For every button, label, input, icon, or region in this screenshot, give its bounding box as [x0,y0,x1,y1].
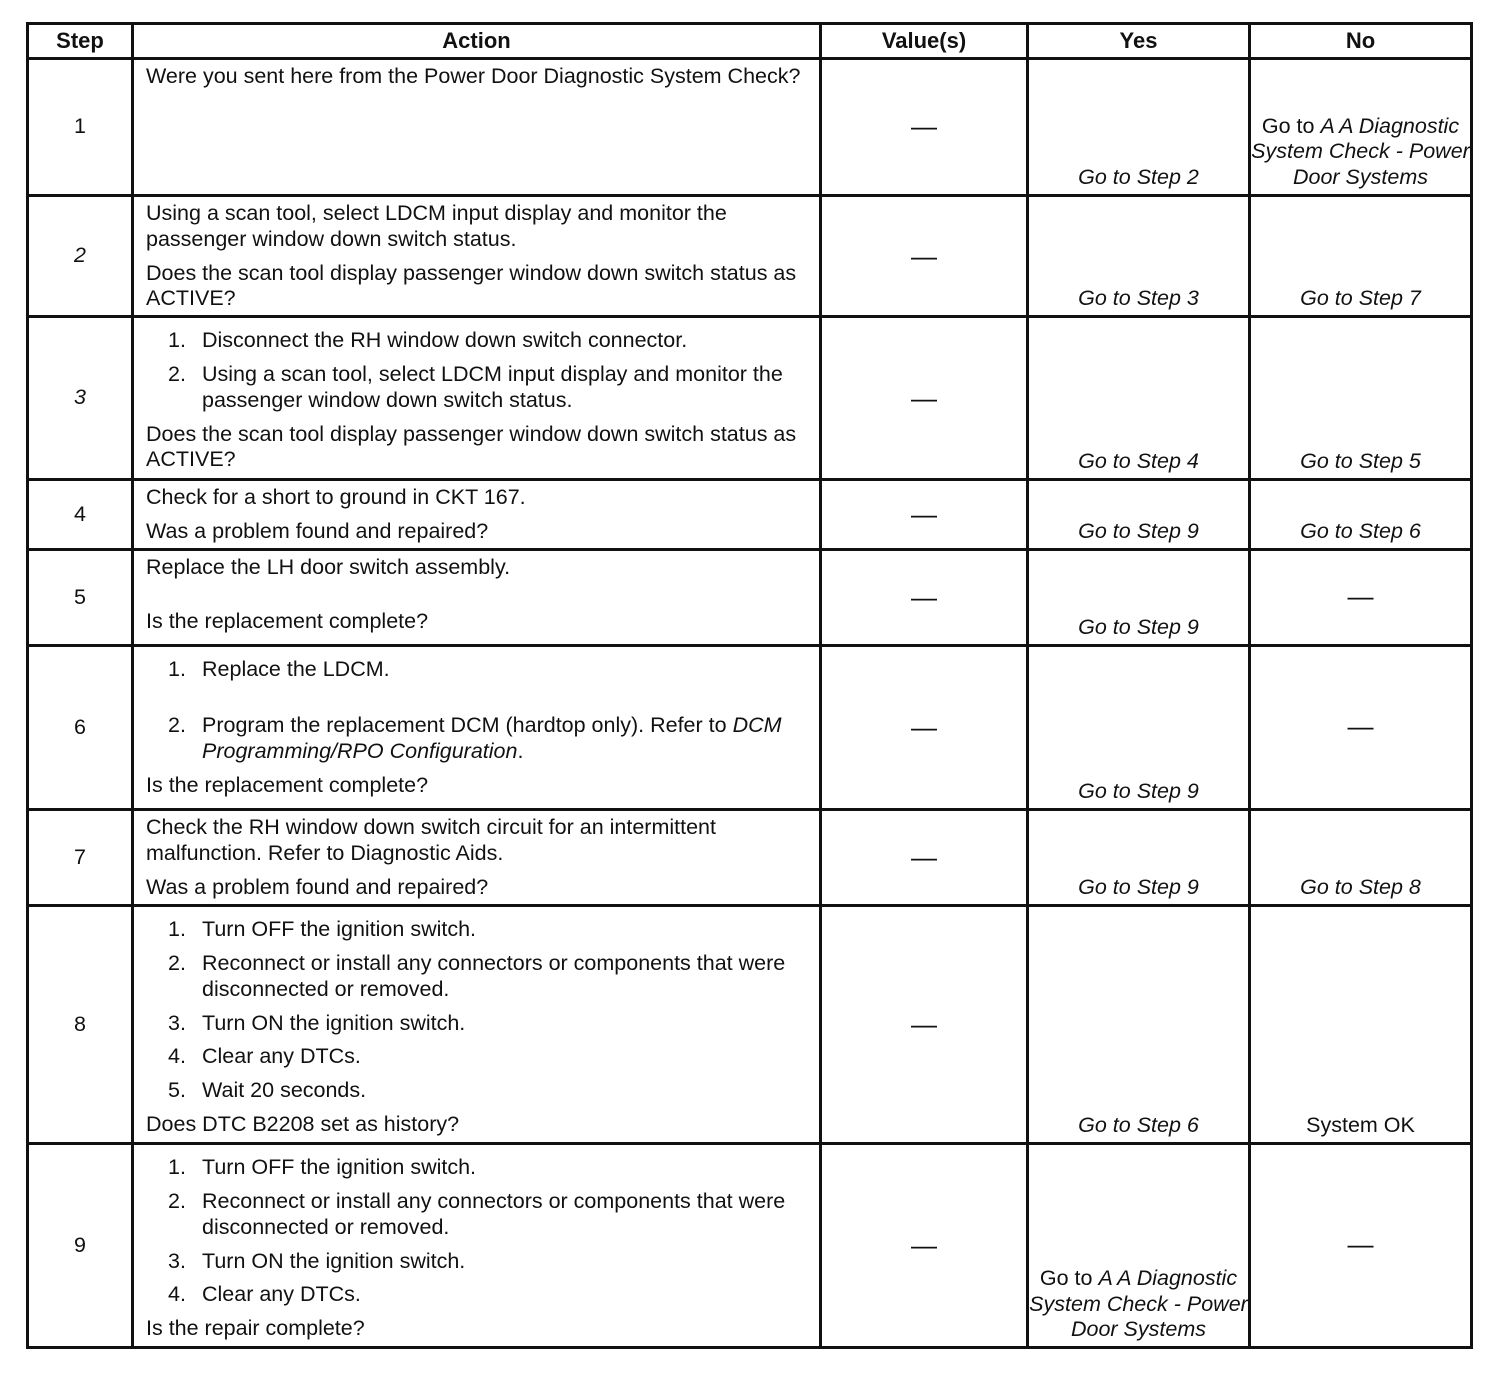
list-item: 3. Turn ON the ignition switch. [168,1248,466,1273]
list-item: 1. Disconnect the RH window down switch connector. [168,328,688,353]
no-prefix: Go to [1261,113,1321,138]
no-cell: Go to Step 7 [1250,196,1472,317]
yes-cell: Go to Step 3 [1028,196,1250,317]
header-values: Value(s) [821,24,1028,59]
table-row [28,906,1472,1144]
table-row [28,480,1472,550]
action-cell [133,906,821,1144]
action-cell [133,317,821,480]
table-row [28,810,1472,906]
list-item: 3. Turn ON the ignition switch. [168,1010,466,1035]
action-question: Does the scan tool display passenger window down switch status as ACTIVE? [146,421,797,472]
action-text: Check for a short to ground in CKT 167. [146,485,526,510]
step-number: 2 [28,196,133,317]
action-list [146,328,809,413]
yes-cell: Go to Step 6 [1028,906,1250,1144]
list-item: 4. Clear any DTCs. [168,1044,361,1069]
yes-cell: Go to Step 4 [1028,317,1250,480]
header-step: Step [28,24,133,59]
yes-cell: Go to Step 9 [1028,480,1250,550]
header-yes: Yes [1028,24,1250,59]
no-cell: System OK [1250,906,1472,1144]
action-list [146,657,809,764]
header-action: Action [133,24,821,59]
step-number: 6 [28,646,133,810]
step-number: 7 [28,810,133,906]
yes-prefix: Go to [1039,1265,1099,1290]
action-cell [133,646,821,810]
action-cell [133,480,821,550]
header-no: No [1250,24,1472,59]
diagnostic-system-check-link[interactable]: A A Diagnostic System Check - Power Door Systems [1029,1265,1248,1342]
step-number: 8 [28,906,133,1144]
list-item: 1. Turn OFF the ignition switch. [168,1155,477,1180]
value-cell: — [821,1144,1028,1348]
value-cell: — [821,646,1028,810]
list-item: 2. Reconnect or install any connectors or components that were disconnected or removed. [168,1188,786,1239]
action-list [146,1155,809,1308]
action-text: Using a scan tool, select LDCM input display and monitor the passenger window down switch status. [146,201,727,251]
table-row [28,196,1472,317]
step-number: 4 [28,480,133,550]
table-row [28,646,1472,810]
action-question: Was a problem found and repaired? [146,874,489,899]
value-cell: — [821,906,1028,1144]
action-question: Does DTC B2208 set as history? [146,1111,460,1136]
action-question: Was a problem found and repaired? [146,518,489,543]
action-question: Does the scan tool display passenger window down switch status as ACTIVE? [146,260,797,311]
yes-cell: Go to Step 9 [1028,646,1250,810]
no-cell [1250,59,1472,196]
table-row [28,1144,1472,1348]
table-row [28,550,1472,646]
yes-cell: Go to Step 2 [1028,59,1250,196]
step-number: 1 [28,59,133,196]
value-cell: — [821,480,1028,550]
value-cell: — [821,810,1028,906]
list-item: 2. Reconnect or install any connectors or components that were disconnected or removed. [168,950,786,1001]
action-question: Is the replacement complete? [146,608,429,633]
header-row [28,24,1472,59]
yes-cell [1028,1144,1250,1348]
action-cell [133,550,821,646]
no-cell: Go to Step 6 [1250,480,1472,550]
yes-cell: Go to Step 9 [1028,810,1250,906]
no-cell: Go to Step 5 [1250,317,1472,480]
value-cell: — [821,59,1028,196]
action-question: Is the repair complete? [146,1316,365,1341]
action-cell [133,810,821,906]
dcm-programming-link[interactable]: DCM Programming/RPO Configuration [202,712,782,763]
list-item: 2. Program the replacement DCM (hardtop only). Refer to DCM Programming/RPO Configuration. [168,712,782,763]
list-item: 2. Using a scan tool, select LDCM input display and monitor the passenger window down switch status. [168,361,783,412]
step-number: 9 [28,1144,133,1348]
list-item: 1. Turn OFF the ignition switch. [168,917,477,942]
step-number: 5 [28,550,133,646]
value-cell: — [821,317,1028,480]
yes-cell: Go to Step 9 [1028,550,1250,646]
list-item: 4. Clear any DTCs. [168,1282,361,1307]
value-cell: — [821,196,1028,317]
action-cell [133,59,821,196]
no-cell: — [1250,1144,1472,1348]
no-cell: — [1250,646,1472,810]
action-cell [133,196,821,317]
no-cell: — [1250,550,1472,646]
diagnostic-system-check-link[interactable]: A A Diagnostic System Check - Power Door Systems [1251,113,1470,190]
no-cell: Go to Step 8 [1250,810,1472,906]
action-text: Check the RH window down switch circuit for an intermittent malfunction. Refer to Diagnostic Aids. [146,815,716,865]
value-cell: — [821,550,1028,646]
step-number: 3 [28,317,133,480]
action-question: Is the replacement complete? [146,772,429,797]
table-row [28,59,1472,196]
action-text: Replace the LH door switch assembly. [146,555,511,580]
diagnostic-table [26,22,1473,1349]
action-list [146,917,809,1104]
table-row [28,317,1472,480]
action-cell [133,1144,821,1348]
action-text: Were you sent here from the Power Door Diagnostic System Check? [146,64,801,88]
list-item: 5. Wait 20 seconds. [168,1078,367,1103]
list-item: 1. Replace the LDCM. [168,657,390,682]
